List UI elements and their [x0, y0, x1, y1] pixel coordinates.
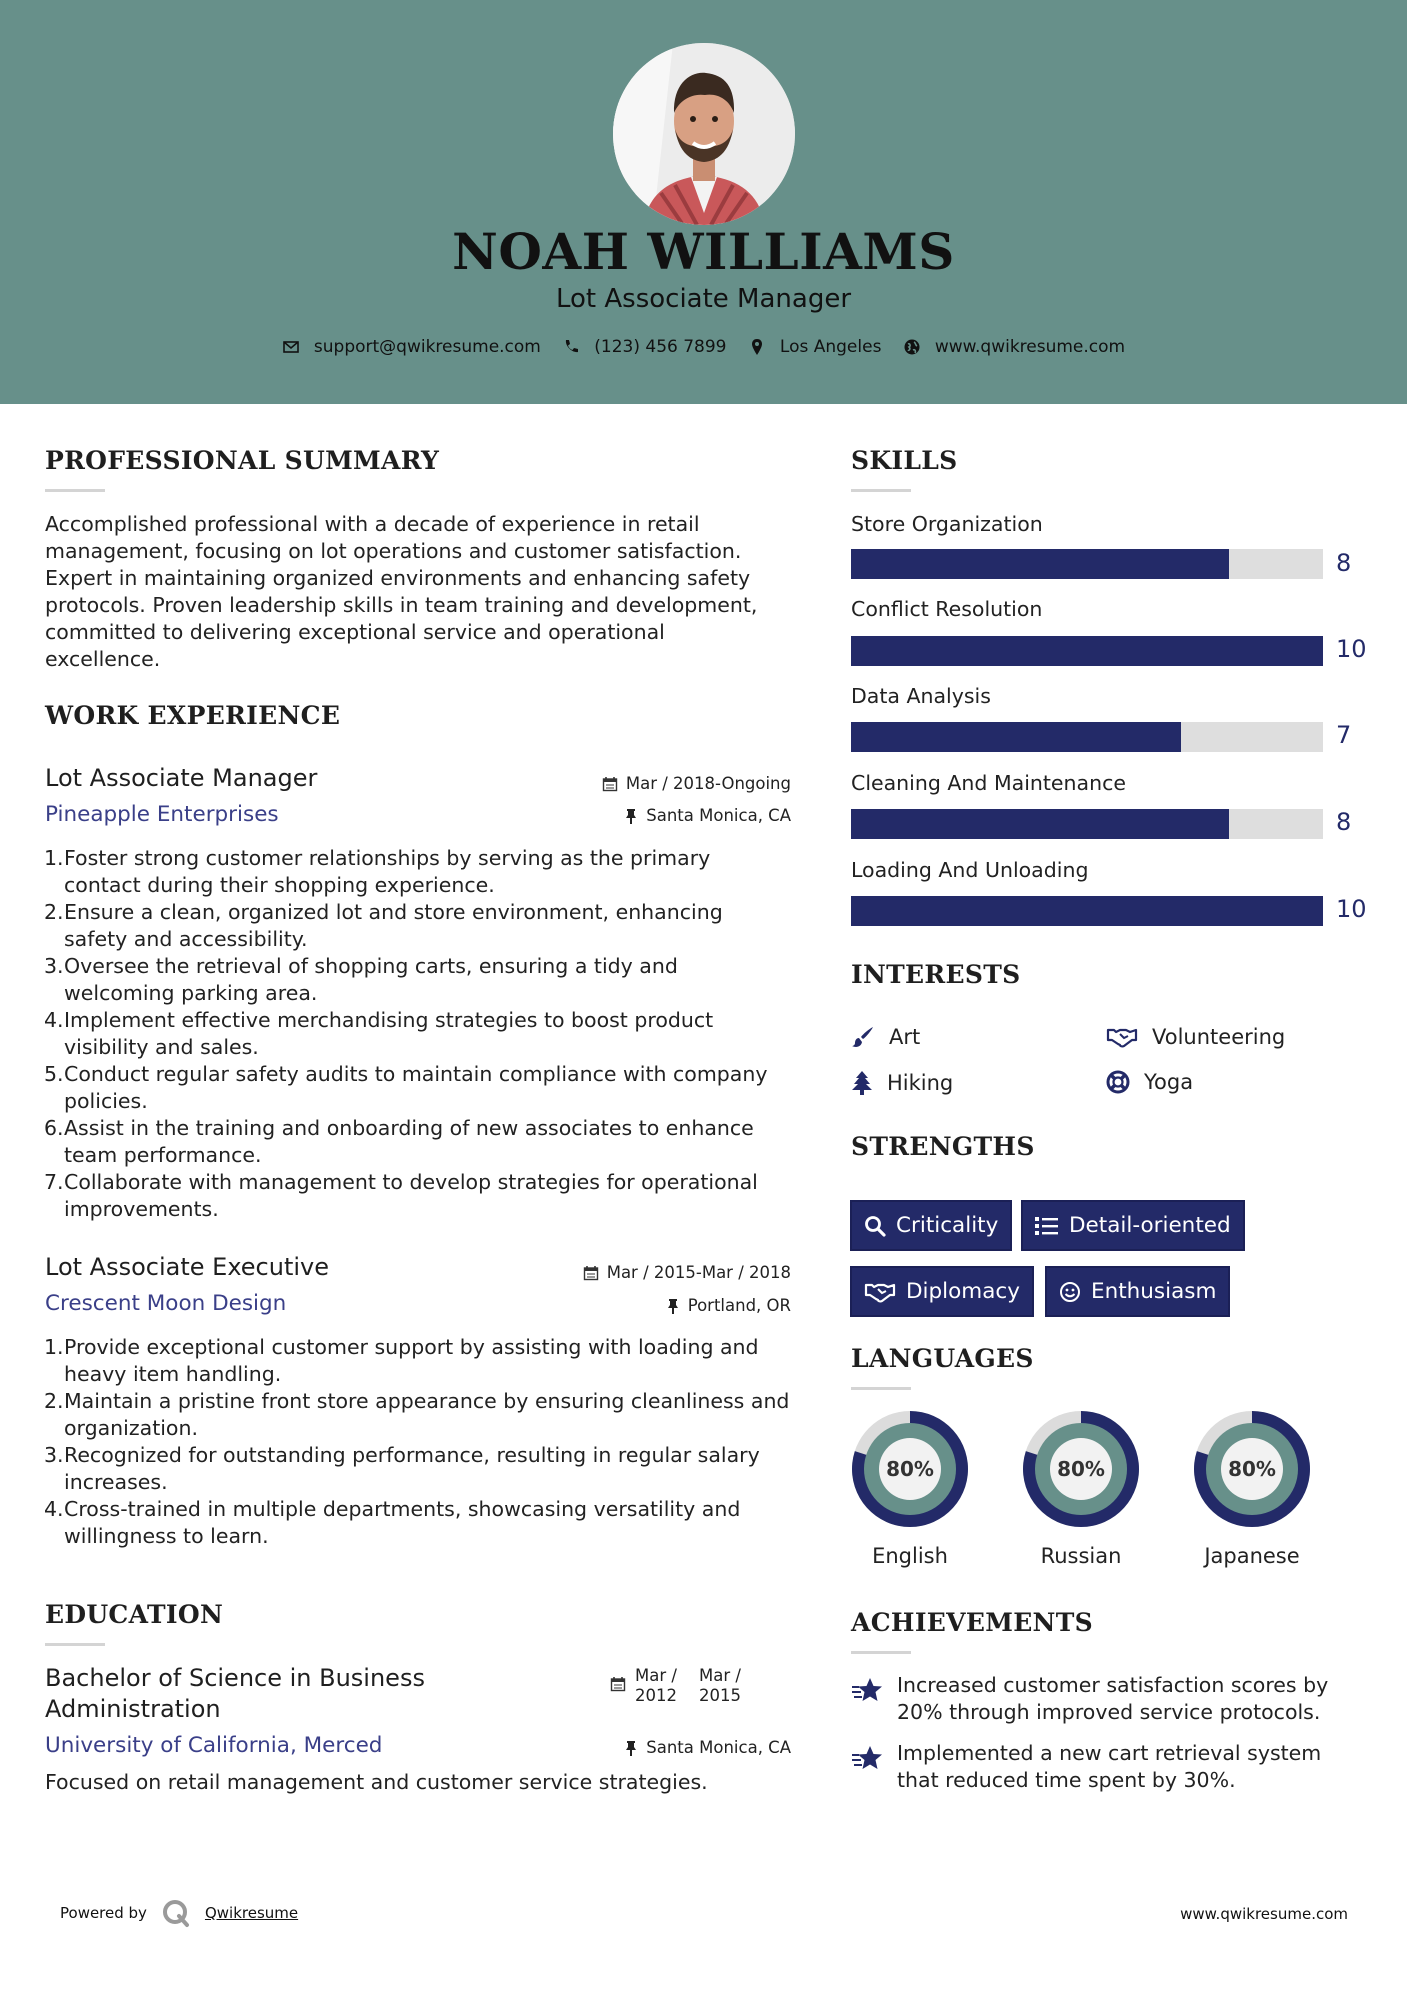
interest-item — [1106, 1070, 1193, 1094]
language-ring — [1020, 1408, 1142, 1530]
handshake-icon — [864, 1281, 896, 1303]
star-icon — [851, 1676, 885, 1704]
interest-label: Yoga — [1144, 1070, 1194, 1094]
skill-bar-fill — [851, 809, 1229, 839]
smile-icon — [1059, 1281, 1081, 1303]
education-end-year: 2015 — [699, 1686, 741, 1705]
contact-location — [748, 337, 882, 357]
list-item: Ensure a clean, organized lot and store environment, enhancing safety and accessibility. — [64, 900, 723, 951]
envelope-icon — [282, 338, 300, 356]
interest-item — [1106, 1025, 1285, 1049]
skill-label: Data Analysis — [851, 684, 991, 708]
list-item: Assist in the training and onboarding of new associates to enhance team performance. — [64, 1116, 754, 1167]
language-percent: 80% — [886, 1457, 934, 1481]
achievements-divider — [851, 1651, 911, 1654]
job-2-dates — [583, 1263, 791, 1282]
candidate-title: Lot Associate Manager — [555, 284, 852, 314]
language-item — [849, 1408, 971, 1568]
list-item: Provide exceptional customer support by assisting with loading and heavy item handling. — [64, 1335, 759, 1386]
skill-bar-fill — [851, 896, 1323, 926]
achievements-heading: ACHIEVEMENTS — [851, 1608, 1093, 1637]
globe-icon — [903, 338, 921, 356]
language-percent: 80% — [1228, 1457, 1276, 1481]
search-icon — [864, 1215, 886, 1237]
job-1-dates-text: Mar / 2018-Ongoing — [625, 774, 791, 793]
education-start-year: 2012 — [635, 1686, 677, 1705]
contact-phone[interactable] — [562, 337, 726, 357]
strength-tag — [1045, 1266, 1230, 1317]
footer-website[interactable]: www.qwikresume.com — [1180, 1905, 1348, 1923]
email-text: support@qwikresume.com — [313, 337, 541, 357]
strength-label: Detail-oriented — [1069, 1213, 1231, 1238]
language-item — [1191, 1408, 1313, 1568]
job-2-company: Crescent Moon Design — [45, 1291, 287, 1316]
tree-icon — [851, 1070, 873, 1096]
contact-website[interactable] — [903, 337, 1125, 357]
interest-label: Art — [889, 1025, 921, 1049]
language-ring — [849, 1408, 971, 1530]
skill-label: Cleaning And Maintenance — [851, 771, 1126, 795]
strengths-heading: STRENGTHS — [851, 1132, 1035, 1161]
location-text: Los Angeles — [779, 337, 882, 357]
list-icon — [1035, 1216, 1059, 1236]
footer-branding — [60, 1898, 298, 1928]
calendar-icon — [583, 1265, 599, 1281]
website-text: www.qwikresume.com — [934, 337, 1126, 357]
interests-heading: INTERESTS — [851, 960, 1021, 989]
profile-photo — [613, 43, 795, 225]
paintbrush-icon — [851, 1025, 875, 1049]
skill-value: 8 — [1336, 808, 1352, 836]
pushpin-icon — [666, 1298, 680, 1314]
job-2-title: Lot Associate Executive — [45, 1253, 330, 1281]
job-1-location — [624, 806, 791, 825]
list-item: Implement effective merchandising strategies to boost product visibility and sales. — [64, 1008, 714, 1059]
language-item — [1020, 1408, 1142, 1568]
achievement-item — [851, 1672, 1346, 1726]
candidate-name: NOAH WILLIAMS — [452, 222, 955, 281]
strength-label: Criticality — [896, 1213, 999, 1238]
skill-bar-track — [851, 636, 1323, 666]
skill-bar-track — [851, 722, 1323, 752]
education-degree: Bachelor of Science in Business Administration — [45, 1664, 425, 1723]
list-item: Oversee the retrieval of shopping carts, ensuring a tidy and welcoming parking area. — [64, 954, 678, 1005]
skill-value: 8 — [1336, 549, 1352, 577]
summary-text: Accomplished professional with a decade of experience in retail management, focusing on lot operations and customer satisfaction. Expert in maintaining organized environments and enhancing safety protocols. Proven leadership skills in team training and development, committed to delivering exceptional service and operational excellence. — [45, 512, 758, 671]
skill-bar-fill — [851, 722, 1181, 752]
list-item: Collaborate with management to develop strategies for operational improvements. — [64, 1170, 758, 1221]
calendar-icon — [610, 1676, 626, 1692]
skill-label: Store Organization — [851, 512, 1043, 536]
skill-value: 10 — [1336, 635, 1367, 663]
education-location-text: Santa Monica, CA — [646, 1738, 791, 1757]
education-dates — [610, 1666, 741, 1706]
map-pin-icon — [748, 338, 766, 356]
resume-header — [0, 0, 1407, 404]
experience-heading: WORK EXPERIENCE — [45, 701, 341, 730]
skills-heading: SKILLS — [851, 446, 958, 475]
summary-divider — [45, 489, 105, 492]
strength-label: Diplomacy — [906, 1279, 1020, 1304]
handshake-icon — [1106, 1026, 1138, 1048]
job-1-company: Pineapple Enterprises — [45, 802, 279, 827]
pushpin-icon — [624, 1740, 638, 1756]
job-2-bullets — [45, 1334, 790, 1550]
job-1-location-text: Santa Monica, CA — [646, 806, 791, 825]
language-percent: 80% — [1057, 1457, 1105, 1481]
education-location — [624, 1738, 791, 1757]
pushpin-icon — [624, 808, 638, 824]
list-item: Maintain a pristine front store appearance by ensuring cleanliness and organization. — [64, 1389, 790, 1440]
job-1-title: Lot Associate Manager — [45, 764, 318, 792]
strength-label: Enthusiasm — [1091, 1279, 1217, 1304]
education-end-month: Mar / — [699, 1666, 741, 1685]
strength-tag — [850, 1200, 1012, 1251]
education-start-month: Mar / — [635, 1666, 677, 1685]
interest-label: Volunteering — [1152, 1025, 1286, 1049]
list-item: Foster strong customer relationships by serving as the primary contact during their shopping experience. — [64, 846, 711, 897]
skills-divider — [851, 489, 911, 492]
job-2-location-text: Portland, OR — [687, 1296, 791, 1315]
language-ring — [1191, 1408, 1313, 1530]
achievement-item — [851, 1740, 1346, 1794]
languages-heading: LANGUAGES — [851, 1344, 1034, 1373]
languages-divider — [851, 1387, 911, 1390]
skill-value: 7 — [1336, 721, 1352, 749]
skill-label: Conflict Resolution — [851, 597, 1043, 621]
brand-link[interactable]: Qwikresume — [204, 1904, 299, 1922]
phone-icon — [562, 338, 580, 356]
interest-label: Hiking — [887, 1071, 954, 1095]
list-item: Cross-trained in multiple departments, showcasing versatility and willingness to learn. — [64, 1497, 741, 1548]
achievement-text: Implemented a new cart retrieval system that reduced time spent by 30%. — [897, 1741, 1322, 1792]
language-name: Russian — [1040, 1544, 1122, 1568]
star-icon — [851, 1744, 885, 1772]
skill-bar-fill — [851, 549, 1229, 579]
qwikresume-logo-icon — [161, 1898, 191, 1928]
summary-heading: PROFESSIONAL SUMMARY — [45, 446, 440, 475]
list-item: Conduct regular safety audits to maintain compliance with company policies. — [64, 1062, 768, 1113]
education-divider — [45, 1643, 105, 1646]
skill-value: 10 — [1336, 895, 1367, 923]
job-2-location — [666, 1296, 791, 1315]
education-description: Focused on retail management and customer service strategies. — [45, 1770, 708, 1794]
interest-item — [851, 1025, 920, 1049]
strength-tag — [850, 1266, 1034, 1317]
calendar-icon — [602, 776, 618, 792]
powered-by-text: Powered by — [60, 1904, 147, 1922]
job-1-bullets — [45, 845, 790, 1223]
skill-bar-track — [851, 549, 1323, 579]
skill-bar-fill — [851, 636, 1323, 666]
phone-text: (123) 456 7899 — [594, 337, 727, 357]
skill-bar-track — [851, 896, 1323, 926]
skill-label: Loading And Unloading — [851, 858, 1089, 882]
lifebuoy-icon — [1106, 1070, 1130, 1094]
education-heading: EDUCATION — [45, 1600, 224, 1629]
skill-bar-track — [851, 809, 1323, 839]
education-school: University of California, Merced — [45, 1733, 383, 1758]
language-name: Japanese — [1204, 1544, 1300, 1568]
list-item: Recognized for outstanding performance, resulting in regular salary increases. — [64, 1443, 760, 1494]
contact-bar — [0, 337, 1407, 361]
strength-tag — [1021, 1200, 1245, 1251]
contact-email[interactable] — [282, 337, 541, 357]
interest-item — [851, 1070, 953, 1096]
job-1-dates — [602, 774, 791, 793]
language-name: English — [872, 1544, 948, 1568]
achievement-text: Increased customer satisfaction scores by 20% through improved service protocols. — [897, 1673, 1329, 1724]
job-2-dates-text: Mar / 2015-Mar / 2018 — [606, 1263, 791, 1282]
